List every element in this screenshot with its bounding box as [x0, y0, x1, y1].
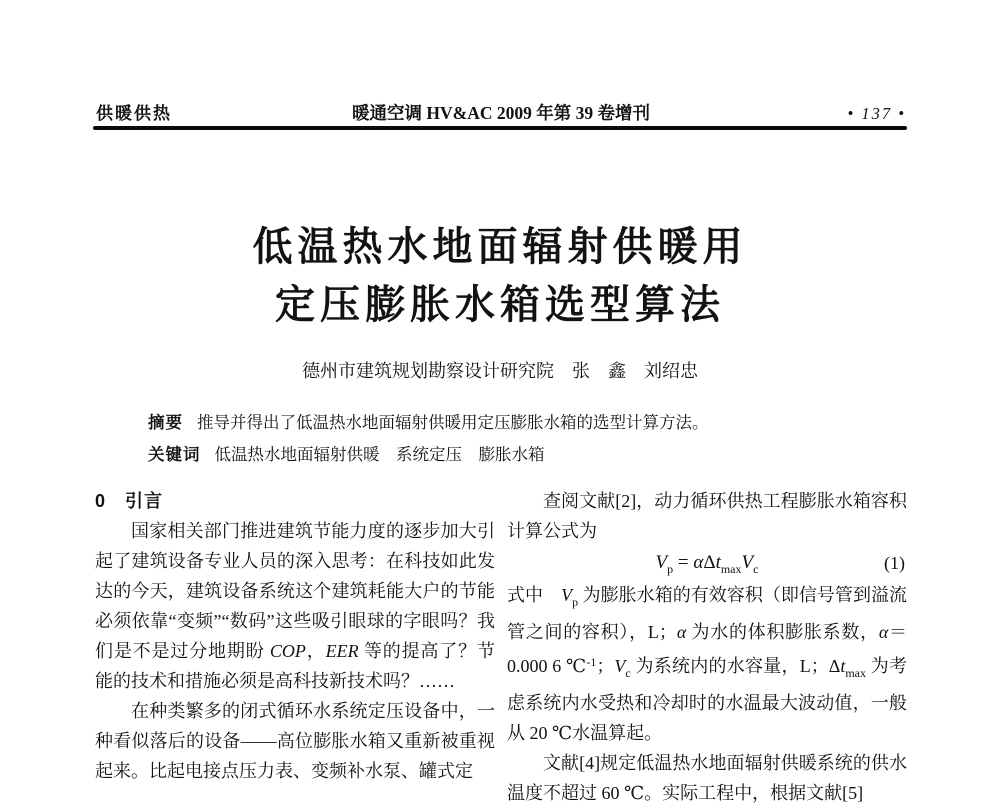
page-number: • 137 • [847, 104, 906, 123]
equation-1-formula: $V_p = \alpha\Delta t_{max}V_c$ [655, 552, 759, 576]
article-title [0, 218, 1000, 334]
running-head [96, 99, 906, 125]
equation-1-number: (1) [884, 553, 905, 573]
abstract-text: 推导并得出了低温热水地面辐射供暖用定压膨胀水箱的选型计算方法。 [197, 413, 709, 432]
paragraph: 查阅文献[2]，动力循环供热工程膨胀水箱容积计算公式为 [507, 491, 907, 541]
author-affiliation-line: 德州市建筑规划勘察设计研究院 张 鑫 刘绍忠 [302, 361, 698, 381]
article-title-line2: 定压膨胀水箱选型算法 [275, 282, 725, 327]
journal-section-label: 供暖供热 [96, 104, 172, 123]
abstract-keywords-block [148, 407, 862, 471]
section-heading-introduction: 0 引言 [95, 491, 164, 511]
paragraph-where-clause: 式中 $V_p$ 为膨胀水箱的有效容积（即信号管到溢流管之间的容积），L；α 为水的体积膨胀系数，α＝0.000 6 ℃$^{-1}$；$V_c$ 为系统内的水容量，L；$\Delta t_{max}$ 为考虑系统内水受热和冷却时的水温最大波动值，一般从 20 ℃水温算起。 [507, 585, 908, 743]
paragraph: 在种类繁多的闭式循环水系统定压设备中，一种看似落后的设备——高位膨胀水箱又重新被重视起来。比起电接点压力表、变频补水泵、罐式定 [95, 701, 495, 781]
header-rule [93, 126, 907, 130]
paragraph: 国家相关部门推进建筑节能力度的逐步加大引起了建筑设备专业人员的深入思考：在科技如此发达的今天，建筑设备系统这个建筑耗能大户的节能必须依靠“变频”“数码”这些吸引眼球的字眼吗？我们是不是过分地期盼 COP，EER 等的提高了？节能的技术和措施必须是高科技新技术吗？…… [95, 521, 496, 691]
abstract-line [148, 407, 862, 439]
equation-1-row [507, 546, 907, 580]
keywords-label: 关键词 [148, 446, 201, 464]
keywords-line [148, 439, 862, 471]
paragraph: 文献[4]规定低温热水地面辐射供暖系统的供水温度不超过 60 ℃。实际工程中，根据文献[5] [507, 753, 907, 803]
abstract-label: 摘要 [148, 414, 183, 432]
article-title-line1: 低温热水地面辐射供暖用 [252, 224, 748, 269]
keywords-text: 低温热水地面辐射供暖 系统定压 膨胀水箱 [214, 445, 545, 464]
journal-issue-title: 暖通空调 HV&AC 2009 年第 39 卷增刊 [352, 103, 650, 123]
